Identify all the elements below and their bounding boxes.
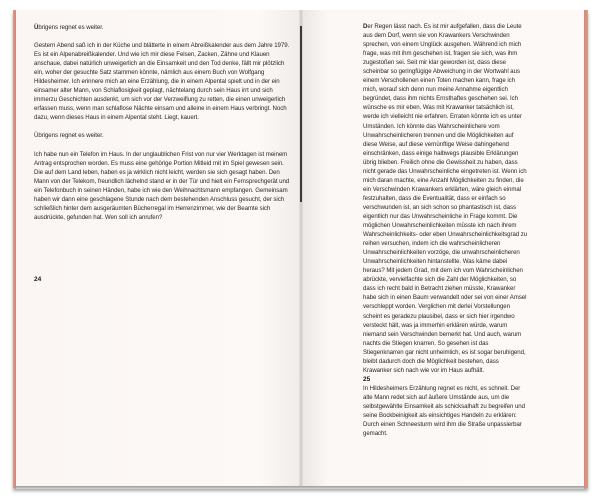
paragraph (363, 384, 528, 438)
paragraph (34, 23, 294, 32)
paragraph (34, 131, 294, 140)
page-number-left: 24 (34, 276, 42, 283)
right-page-text (363, 22, 528, 438)
paragraph-text: Ich habe nun ein Telefon im Haus. In der unglaublichen Frist von nur vier Werktagen ist meinem Antrag entsprochen worden. Es muss eine gehörige Portion Mitleid mit im Spiel gewesen sein. Die auf dem Land leben, haben es ja wirklich nicht leicht, werden sie sich gesagt haben. Den Mann von der Telekom, freundlich lächelnd stand er in der Tür und hielt ein Fernsprechgerät und ein Telefonbuch in seinen Händen, habe ich wie den Weihnachtsmann empfangen. Gemeinsam haben wir dann eine geschlagene Stunde nach dem bestehenden Anschluss gesucht, der sich schließlich hinter dem ausgeräumten Bücherregal im Herrenzimmer, wie der Beamte sich ausdrückte, gefunden hat. Wen soll ich anrufen? (34, 150, 290, 221)
dropcap: Ü (34, 24, 39, 31)
page-number-right: 25 (363, 376, 371, 383)
page-edge-left (13, 10, 16, 488)
page-edge-right (584, 10, 588, 488)
paragraph-text: er Regen lässt nach. Es ist mir aufgefallen, dass die Leute aus dem Dorf, wenn sie von Krawankers Verschwinden sprechen, von einem Unglück ausgehen. Während ich mich frage, was mit ihm geschehen ist, fragen sie sich, was ihm zugestoßen sei. Seit mir klar geworden ist, dass diese scheinbar so geringfügige Abweichung in der Wortwahl aus einem Verschollenen einen Toten machen kann, frage ich mich, worauf sich denn nun meine Annahme eigentlich begründet, dass ihm nichts Ernsthaftes geschehen sei. Ich wünsche es mir eben. Was mit Krawanker tatsächlich ist, werde ich vielleicht nie erfahren. Erraten könnte ich es unter Umständen. Ich könnte das Wahrscheinlichere vom Unwahrscheinlicheren trennen und die Möglichkeiten auf diese Weise, auf diese vernünftige Weise dahingehend einschränken, dass einige halbwegs plausible Erklärungen übrig blieben. Freilich ohne die Gewissheit zu haben, dass nicht gerade das Unwahrscheinliche eingetreten ist. Wenn ich mich daran machte, eine Anzahl Möglichkeiten zu finden, die ein Verschwinden Krawankers erklärten, wäre gleich einmal festzuhalten, dass die Eventualität, dass er einfach so verschwunden ist, an sich schon so phantastisch ist, dass eigentlich nur das Unwahrscheinliche in Frage kommt. Die möglichen Unwahrscheinlichkeiten müsste ich nach ihrem Wahrscheinlichkeits- oder eben Unwahrscheinlichkeitsgrad zu reihen versuchen, indem ich die wahrscheinlicheren Unwahrscheinlichkeiten vorzöge, die unwahrscheinlicheren Unwahrscheinlichkeiten hintanstellte. Was käme dabei heraus? Mit jedem Grad, mit dem ich vom Wahrscheinlichen abrückte, vervielfachte sich die Zahl der Möglichkeiten, so dass ich recht bald in Betracht ziehen müsste, Krawanker habe sich in einen Baum verwandelt oder sei von einer Amsel verschleppt worden. Verglichen mit derlei Vorstellungen scheint es geradezu plausibel, dass er sich hier irgendwo versteckt hält, was ja immerhin erklären würde, warum niemand sein Verschwinden bemerkt hat. Und auch, warum nachts die Stiegen knarren. So gesehen ist das Stiegenknarren gar nicht unheimlich, es ist sogar beruhigend, bleibt dadurch doch die Möglichkeit bestehen, dass Krawanker sich nach wie vor im Haus aufhält. (363, 23, 528, 374)
cover-bottom-edge (16, 486, 584, 489)
left-page-text (34, 23, 294, 222)
paragraph-text: In Hildesheimers Erzählung regnet es nicht, es schneit. Der alte Mann redet sich auf äußere Umstände aus, um die selbstgewählte Einsamkeit als schicksalhaft zu begreifen und seine Bockbeinigkeit als einsichtiges Handeln zu erklären: Durch einen Schneesturm wird ihm die Straße unpassierbar gemacht. (363, 384, 525, 438)
paragraph (363, 22, 528, 375)
dropcap: D (363, 23, 368, 30)
paragraph-text: Gestern Abend saß ich in der Küche und blätterte in einem Abreißkalender aus dem Jahre 1979. Es ist ein Alpenabreißkalender. Und wie ich mir diese Felsen, Zacken, Zähne und Klauen anschaue, dabei natürlich unweigerlich an die Einsamkeit und den Tod denke, fällt mir plötzlich ein, woher der gesuchte Satz stammen könnte, nämlich aus einem Buch von Wolfgang Hildesheimer. Ich erinnere mich an eine Erzählung, die in einem Alpental spielt und in der ein einsamer alter Mann, von Schlaflosigkeit geplagt, nächtelang durch sein Haus irrt und sich immerzu Geschichten ausdenkt, um sich vor der Verzweiflung zu retten, die einen unweigerlich erfassen muss, wenn man schlaflose Nächte einsam und alleine in einem Haus verbringt. Noch dazu, wenn dieses Haus in einem Alpental steht. Liegt, kauert. (34, 42, 290, 122)
paragraph-text: brigens regnet es weiter. (38, 24, 104, 31)
bookmark-ribbon (300, 26, 302, 202)
paragraph-text: Übrigens regnet es weiter. (34, 132, 104, 140)
paragraph (34, 41, 294, 122)
paragraph (34, 150, 294, 222)
